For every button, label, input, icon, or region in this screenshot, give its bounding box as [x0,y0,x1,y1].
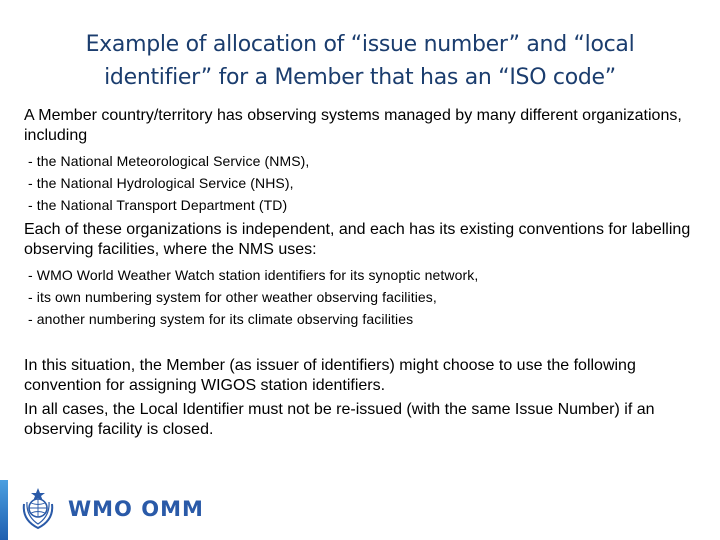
slide-title [40,28,680,94]
wmo-logo [18,486,204,532]
org-item-nhs: - the National Hydrological Service (NHS), [28,175,294,191]
all-cases-paragraph: In all cases, the Local Identifier must not be re-issued (with the same Issue Number) if an observing facility is closed. [24,401,655,438]
title-line-2: identifier” for a Member that has an “ISO code” [104,65,616,90]
title-line-1: Example of allocation of “issue number” and “local [85,32,635,57]
conventions-paragraph: Each of these organizations is independent, and each has its existing conventions for labelling observing facilities, where the NMS uses: [24,221,691,258]
org-item-td: - the National Transport Department (TD) [28,197,288,213]
left-accent-bar [0,480,8,540]
nms-use-item-weather: - its own numbering system for other weather observing facilities, [28,289,437,305]
nms-use-item-climate: - another numbering system for its climate observing facilities [28,311,414,327]
intro-paragraph: A Member country/territory has observing systems managed by many different organizations, including [24,107,682,144]
wmo-emblem-icon [18,486,58,532]
nms-use-item-wwws: - WMO World Weather Watch station identifiers for its synoptic network, [28,267,479,283]
situation-paragraph: In this situation, the Member (as issuer of identifiers) might choose to use the following convention for assigning WIGOS station identifiers. [24,357,636,394]
slide-body [24,106,704,440]
org-item-nms: - the National Meteorological Service (NMS), [28,153,310,169]
logo-text: WMO OMM [68,497,204,521]
